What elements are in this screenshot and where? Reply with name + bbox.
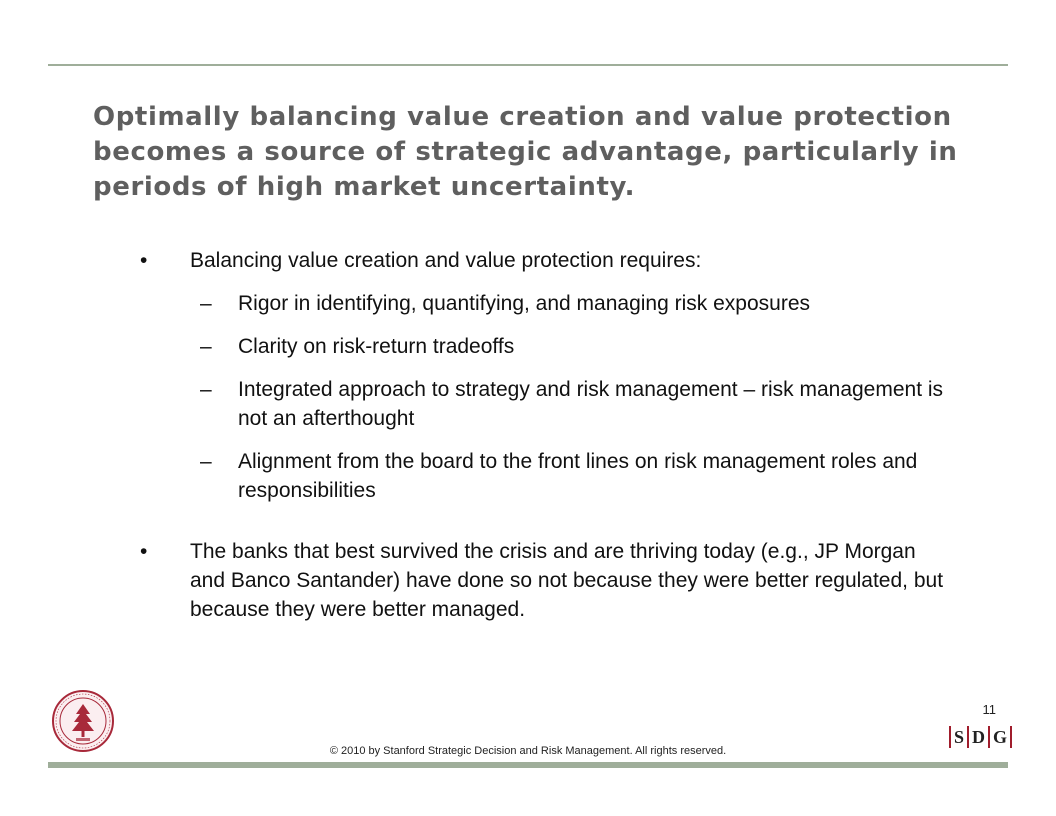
- logo-letter: D: [972, 726, 986, 747]
- dash-glyph: –: [200, 335, 212, 358]
- bullet-list: [140, 246, 950, 624]
- sub-item: [190, 332, 950, 361]
- sub-item: [190, 447, 950, 505]
- copyright-notice: © 2010 by Stanford Strategic Decision and Risk Management. All rights reserved.: [329, 745, 727, 757]
- dash-glyph: –: [200, 292, 212, 315]
- sub-item-text: Integrated approach to strategy and risk management – risk management is not an afterthought: [238, 378, 944, 430]
- logo-letter: G: [993, 726, 1008, 747]
- bullet-text: The banks that best survived the crisis and are thriving today (e.g., JP Morgan and Banco Santander) have done so not because they were better regulated, but because they were better managed.: [190, 540, 944, 621]
- bullet-item: [140, 537, 950, 624]
- bullet-text: Balancing value creation and value protection requires:: [190, 249, 702, 272]
- sub-item-text: Alignment from the board to the front lines on risk management roles and responsibilities: [238, 450, 918, 502]
- bullet-glyph: •: [140, 249, 148, 272]
- bullet-item: [140, 246, 950, 505]
- top-divider: [48, 64, 1008, 66]
- page-number: 11: [982, 702, 996, 717]
- dash-glyph: –: [200, 450, 212, 473]
- logo-letter: S: [954, 726, 965, 747]
- sub-item: [190, 289, 950, 318]
- slide-title: Optimally balancing value creation and value protection becomes a source of strategic advantage, particularly in periods of high market uncertainty.: [93, 102, 958, 202]
- bullet-glyph: •: [140, 540, 148, 563]
- stanford-seal-icon: [52, 690, 114, 752]
- sub-item: [190, 375, 950, 433]
- sub-list: [190, 289, 950, 505]
- dash-glyph: –: [200, 378, 212, 401]
- bottom-divider: [48, 762, 1008, 768]
- sub-item-text: Rigor in identifying, quantifying, and managing risk exposures: [238, 292, 810, 315]
- sub-item-text: Clarity on risk-return tradeoffs: [238, 335, 515, 358]
